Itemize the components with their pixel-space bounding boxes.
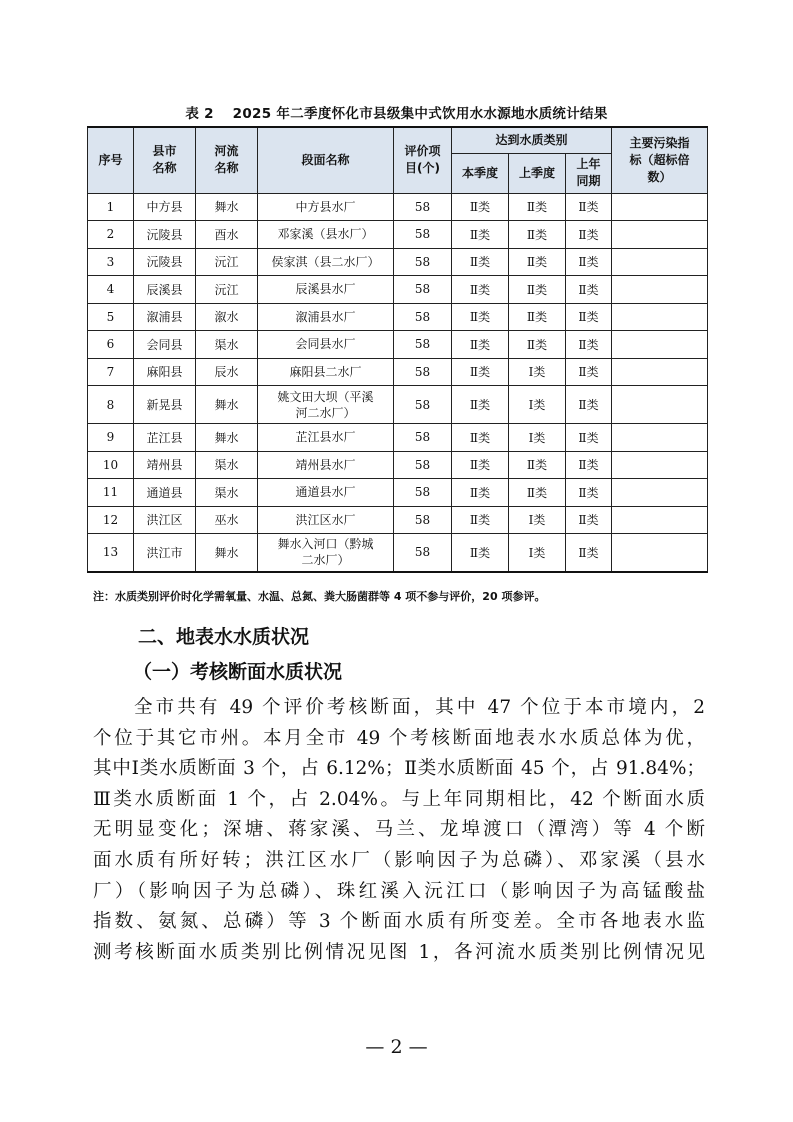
cell-section: 靖州县水厂 — [258, 451, 394, 479]
cell-city: 辰溪县 — [134, 276, 196, 304]
cell-ly: Ⅱ类 — [566, 193, 612, 221]
section-heading: 二、地表水水质状况 — [138, 626, 310, 648]
cell-river: 酉水 — [196, 221, 258, 249]
cell-items: 58 — [394, 386, 452, 424]
cell-section: 中方县水厂 — [258, 193, 394, 221]
header-last-year — [566, 153, 612, 193]
paragraph-line: 指数、氨氮、总磷）等 3 个断面水质有所变差。全市各地表水监 — [93, 911, 705, 933]
cell-items: 58 — [394, 534, 452, 572]
cell-items: 58 — [394, 276, 452, 304]
cell-prev: Ⅱ类 — [509, 221, 566, 249]
table-note: 注：水质类别评价时化学需氧量、水温、总氮、粪大肠菌群等 4 项不参与评价，20 项参评。 — [93, 590, 546, 603]
cell-city: 靖州县 — [134, 451, 196, 479]
cell-river: 舞水 — [196, 193, 258, 221]
cell-items: 58 — [394, 479, 452, 507]
cell-no: 2 — [88, 221, 134, 249]
table-row — [88, 386, 708, 424]
cell-river: 渠水 — [196, 331, 258, 359]
header-items-text: 评价项 目(个) — [404, 144, 441, 176]
paragraph-line: 无明显变化；深塘、蒋家溪、马兰、龙埠渡口（潭湾）等 4 个断 — [93, 819, 705, 841]
cell-no: 1 — [88, 193, 134, 221]
cell-river: 舞水 — [196, 534, 258, 572]
cell-pol — [612, 534, 708, 572]
cell-section: 通道县水厂 — [258, 479, 394, 507]
header-last-year-text: 上年 同期 — [576, 157, 601, 188]
header-pollutant-text: 主要污染指 标（超标倍 数） — [629, 135, 690, 184]
cell-no: 5 — [88, 303, 134, 331]
cell-section: 姚文田大坝（平溪 河二水厂） — [258, 386, 394, 424]
cell-prev: Ⅱ类 — [509, 479, 566, 507]
paragraph-line: 测考核断面水质类别比例情况见图 1，各河流水质类别比例情况见 — [93, 941, 705, 963]
paragraph-line: Ⅲ类水质断面 1 个，占 2.04%。与上年同期相比，42 个断面水质 — [93, 788, 705, 810]
cell-section: 溆浦县水厂 — [258, 303, 394, 331]
cell-cur: Ⅱ类 — [452, 424, 509, 452]
cell-ly: Ⅱ类 — [566, 506, 612, 534]
cell-no: 8 — [88, 386, 134, 424]
cell-pol — [612, 358, 708, 386]
cell-no: 13 — [88, 534, 134, 572]
table-row — [88, 331, 708, 359]
cell-section: 舞水入河口（黔城 二水厂） — [258, 534, 394, 572]
table-row — [88, 193, 708, 221]
cell-items: 58 — [394, 331, 452, 359]
header-section: 段面名称 — [258, 127, 394, 193]
cell-city: 沅陵县 — [134, 221, 196, 249]
cell-items: 58 — [394, 221, 452, 249]
table-row — [88, 248, 708, 276]
cell-prev: Ⅱ类 — [509, 248, 566, 276]
cell-river: 巫水 — [196, 506, 258, 534]
cell-ly: Ⅱ类 — [566, 386, 612, 424]
cell-ly: Ⅱ类 — [566, 331, 612, 359]
cell-river: 沅江 — [196, 276, 258, 304]
cell-ly: Ⅱ类 — [566, 479, 612, 507]
page-number: — 2 — — [365, 1036, 428, 1058]
cell-river: 辰水 — [196, 358, 258, 386]
paragraph-line: 个位于其它市州。本月全市 49 个考核断面地表水水质总体为优， — [93, 727, 705, 749]
water-quality-table — [87, 126, 708, 573]
cell-prev: Ⅰ类 — [509, 424, 566, 452]
cell-cur: Ⅱ类 — [452, 451, 509, 479]
cell-pol — [612, 193, 708, 221]
cell-river: 溆水 — [196, 303, 258, 331]
cell-city: 芷江县 — [134, 424, 196, 452]
cell-cur: Ⅱ类 — [452, 506, 509, 534]
cell-ly: Ⅱ类 — [566, 248, 612, 276]
table-row — [88, 451, 708, 479]
cell-ly: Ⅱ类 — [566, 221, 612, 249]
header-seq: 序号 — [88, 127, 134, 193]
cell-ly: Ⅱ类 — [566, 276, 612, 304]
cell-ly: Ⅱ类 — [566, 358, 612, 386]
cell-section: 洪江区水厂 — [258, 506, 394, 534]
header-city-text: 县市 名称 — [152, 144, 177, 176]
cell-items: 58 — [394, 506, 452, 534]
cell-pol — [612, 451, 708, 479]
cell-city: 沅陵县 — [134, 248, 196, 276]
cell-no: 10 — [88, 451, 134, 479]
cell-items: 58 — [394, 303, 452, 331]
cell-items: 58 — [394, 424, 452, 452]
table-row — [88, 424, 708, 452]
paragraph-line: 厂）（影响因子为总磷）、珠红溪入沅江口（影响因子为高锰酸盐 — [93, 880, 705, 902]
cell-ly: Ⅱ类 — [566, 451, 612, 479]
header-city — [134, 127, 196, 193]
header-items — [394, 127, 452, 193]
header-river — [196, 127, 258, 193]
cell-no: 6 — [88, 331, 134, 359]
cell-city: 洪江区 — [134, 506, 196, 534]
cell-items: 58 — [394, 248, 452, 276]
table-caption: 表 2 2025 年二季度怀化市县级集中式饮用水水源地水质统计结果 — [185, 106, 608, 122]
table-row — [88, 506, 708, 534]
cell-pol — [612, 303, 708, 331]
table-row — [88, 276, 708, 304]
cell-prev: Ⅱ类 — [509, 193, 566, 221]
cell-city: 通道县 — [134, 479, 196, 507]
cell-prev: Ⅱ类 — [509, 451, 566, 479]
header-this-quarter: 本季度 — [452, 153, 509, 193]
cell-section: 麻阳县二水厂 — [258, 358, 394, 386]
table-body — [88, 193, 708, 572]
cell-prev: Ⅱ类 — [509, 331, 566, 359]
cell-cur: Ⅱ类 — [452, 221, 509, 249]
cell-pol — [612, 479, 708, 507]
cell-city: 麻阳县 — [134, 358, 196, 386]
subsection-heading: （一）考核断面水质状况 — [133, 661, 343, 683]
table-row — [88, 303, 708, 331]
cell-prev: Ⅰ类 — [509, 386, 566, 424]
cell-cur: Ⅱ类 — [452, 534, 509, 572]
cell-pol — [612, 506, 708, 534]
body-paragraph — [93, 693, 705, 968]
cell-section: 辰溪县水厂 — [258, 276, 394, 304]
cell-pol — [612, 276, 708, 304]
cell-prev: Ⅱ类 — [509, 303, 566, 331]
cell-prev: Ⅰ类 — [509, 534, 566, 572]
table-row — [88, 221, 708, 249]
cell-no: 3 — [88, 248, 134, 276]
cell-ly: Ⅱ类 — [566, 303, 612, 331]
header-last-quarter: 上季度 — [509, 153, 566, 193]
cell-cur: Ⅱ类 — [452, 248, 509, 276]
cell-cur: Ⅱ类 — [452, 358, 509, 386]
cell-cur: Ⅱ类 — [452, 386, 509, 424]
table-row — [88, 534, 708, 572]
cell-no: 9 — [88, 424, 134, 452]
cell-cur: Ⅱ类 — [452, 193, 509, 221]
paragraph-line: 面水质有所好转；洪江区水厂（影响因子为总磷）、邓家溪（县水 — [93, 849, 705, 871]
cell-river: 渠水 — [196, 479, 258, 507]
cell-cur: Ⅱ类 — [452, 331, 509, 359]
cell-no: 12 — [88, 506, 134, 534]
cell-section: 邓家溪（县水厂） — [258, 221, 394, 249]
cell-pol — [612, 331, 708, 359]
paragraph-line: 全市共有 49 个评价考核断面，其中 47 个位于本市境内，2 — [134, 697, 705, 718]
cell-items: 58 — [394, 193, 452, 221]
table-row — [88, 479, 708, 507]
header-class-group: 达到水质类别 — [452, 127, 612, 153]
cell-city: 洪江市 — [134, 534, 196, 572]
cell-prev: Ⅱ类 — [509, 276, 566, 304]
cell-river: 沅江 — [196, 248, 258, 276]
cell-no: 4 — [88, 276, 134, 304]
cell-river: 舞水 — [196, 424, 258, 452]
cell-prev: Ⅰ类 — [509, 358, 566, 386]
cell-cur: Ⅱ类 — [452, 303, 509, 331]
cell-prev: Ⅰ类 — [509, 506, 566, 534]
cell-pol — [612, 386, 708, 424]
cell-section: 会同县水厂 — [258, 331, 394, 359]
paragraph-line: 其中Ⅰ类水质断面 3 个，占 6.12%；Ⅱ类水质断面 45 个，占 91.84%； — [93, 758, 705, 780]
cell-ly: Ⅱ类 — [566, 534, 612, 572]
table-row — [88, 358, 708, 386]
cell-pol — [612, 221, 708, 249]
cell-ly: Ⅱ类 — [566, 424, 612, 452]
cell-no: 7 — [88, 358, 134, 386]
cell-city: 中方县 — [134, 193, 196, 221]
cell-river: 渠水 — [196, 451, 258, 479]
cell-section: 侯家淇（县二水厂） — [258, 248, 394, 276]
cell-items: 58 — [394, 451, 452, 479]
cell-cur: Ⅱ类 — [452, 276, 509, 304]
header-pollutant — [612, 127, 708, 193]
cell-river: 舞水 — [196, 386, 258, 424]
cell-city: 新晃县 — [134, 386, 196, 424]
cell-no: 11 — [88, 479, 134, 507]
cell-items: 58 — [394, 358, 452, 386]
cell-city: 溆浦县 — [134, 303, 196, 331]
cell-city: 会同县 — [134, 331, 196, 359]
cell-cur: Ⅱ类 — [452, 479, 509, 507]
header-river-text: 河流 名称 — [214, 144, 239, 176]
cell-pol — [612, 248, 708, 276]
cell-section: 芷江县水厂 — [258, 424, 394, 452]
cell-pol — [612, 424, 708, 452]
